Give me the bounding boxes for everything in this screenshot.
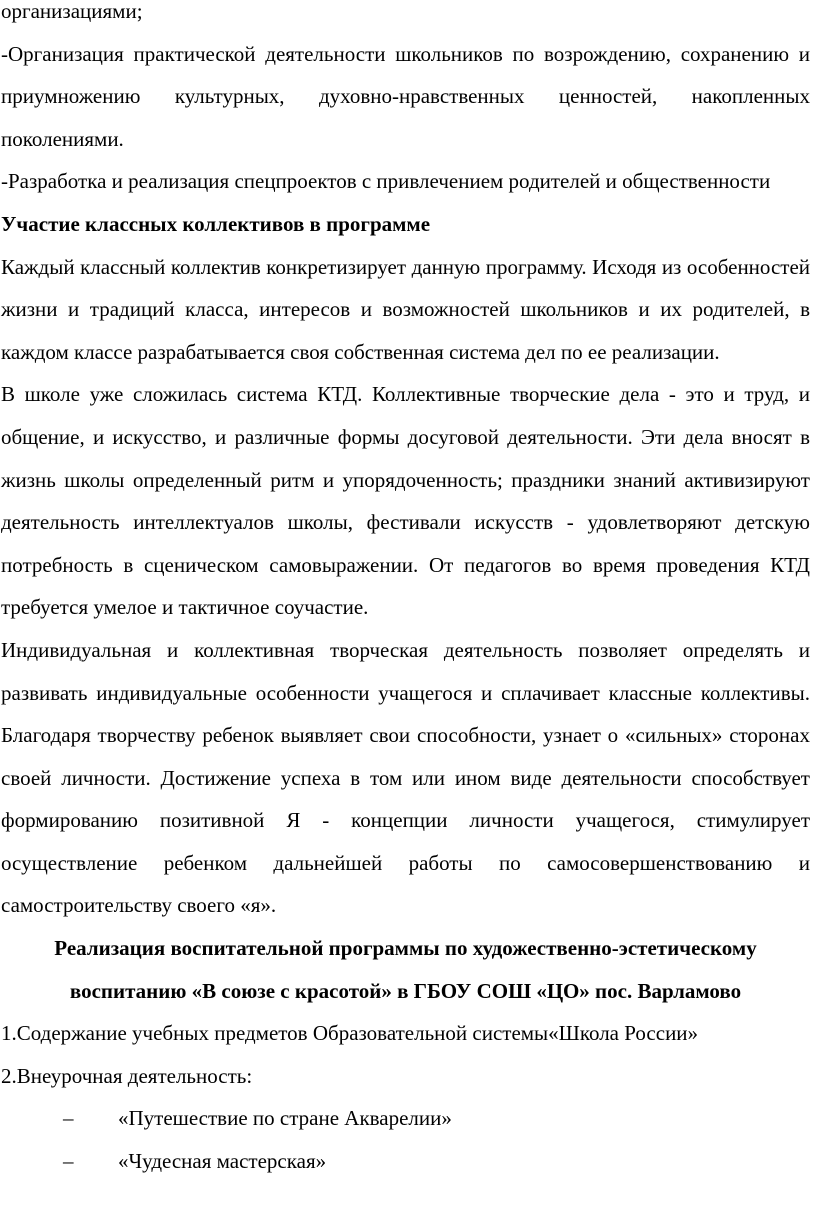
dash-item-text: «Путешествие по стране Акварелии»	[118, 1106, 452, 1131]
dash-list-item	[1, 1097, 810, 1140]
numbered-item-2: 2.Внеурочная деятельность:	[1, 1063, 253, 1088]
paragraph-class-collective: Каждый классный коллектив конкретизирует данную программу. Исходя из особенностей жизни и традиций класса, интересов и возможностей школьников и их родителей, в каждом классе разрабатывается своя собственная система дел по ее реализации.	[1, 254, 810, 364]
dash-item-text: «Чудесная мастерская»	[118, 1149, 327, 1174]
intro-item-1: -Организация практической деятельности школьников по возрождению, сохранению и приумножению культурных, духовно-нравственных ценностей, накопленных поколениями.	[1, 41, 810, 151]
paragraph-creative-activity: Индивидуальная и коллективная творческая деятельность позволяет определять и развивать индивидуальные особенности учащегося и сплачивает классные коллективы. Благодаря творчеству ребенок выявляет свои способности, узнает о «сильных» сторонах своей личности. Достижение успеха в том или ином виде деятельности способствует формированию позитивной Я - концепции личности учащегося, стимулирует осуществление ребенком дальнейшей работы по самосовершенствованию и самостроительству своего «я».	[1, 637, 810, 918]
section-heading-implementation	[1, 927, 810, 1012]
intro-item-2: -Разработка и реализация спецпроектов с привлечением родителей и общественности	[1, 169, 771, 194]
dash-marker: –	[63, 1106, 74, 1131]
heading-line-1: Реализация воспитательной программы по художественно-эстетическому	[54, 936, 757, 961]
paragraph-ktd: В школе уже сложилась система КТД. Коллективные творческие дела - это и труд, и общение, и искусство, и различные формы досуговой деятельности. Эти дела вносят в жизнь школы определенный ритм и упорядоченность; праздники знаний активизируют деятельность интеллектуалов школы, фестивали искусств - удовлетворяют детскую потребность в сценическом самовыражении. От педагогов во время проведения КТД требуется умелое и тактичное соучастие.	[1, 382, 810, 620]
section-heading-participation: Участие классных коллективов в программе	[1, 211, 431, 236]
dash-list-item	[1, 1140, 810, 1183]
heading-line-2: воспитанию «В союзе с красотой» в ГБОУ СОШ «ЦО» пос. Варламово	[69, 978, 742, 1003]
numbered-item-1: 1.Содержание учебных предметов Образовательной системы«Школа России»	[1, 1021, 699, 1046]
dash-marker: –	[63, 1149, 74, 1174]
continuation-text: организациями;	[1, 0, 143, 23]
